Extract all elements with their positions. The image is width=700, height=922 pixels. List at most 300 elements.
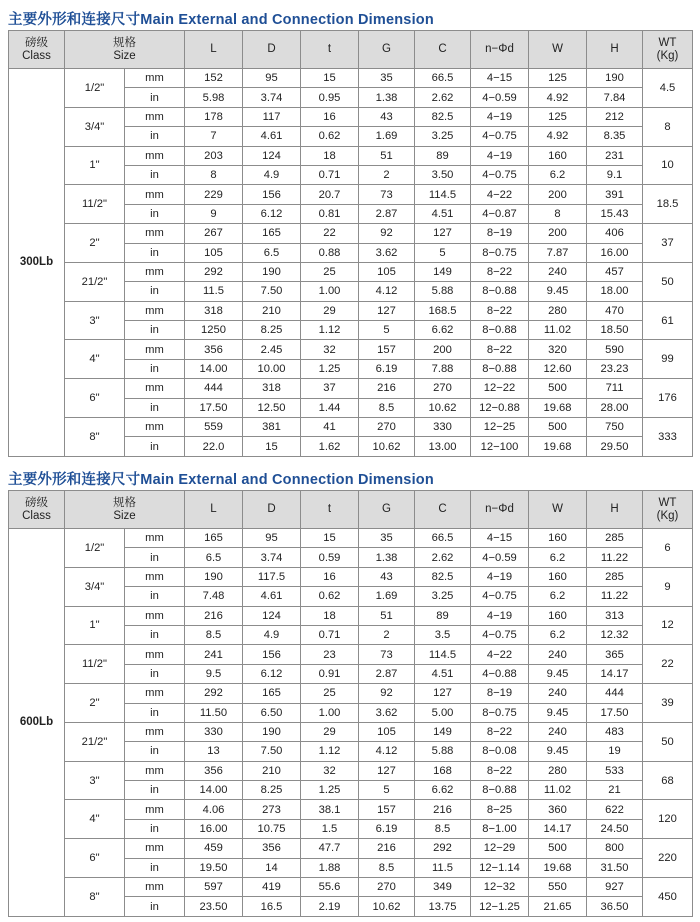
value-cell: 0.71 [301,625,359,644]
dimension-table-600lb [8,490,693,917]
value-cell: 457 [587,262,643,281]
header-class [9,491,65,529]
size-cell: 3/4" [65,567,125,606]
table-row [9,606,693,625]
weight-cell: 4.5 [643,69,693,108]
unit-cell: in [125,819,185,838]
table-body [9,529,693,917]
header-wt-label: WT [658,496,677,509]
value-cell: 156 [243,185,301,204]
value-cell: 124 [243,606,301,625]
unit-cell: mm [125,606,185,625]
value-cell: 4.12 [359,282,415,301]
value-cell: 5 [359,321,415,340]
value-cell: 21 [587,781,643,800]
unit-cell: in [125,398,185,417]
value-cell: 6.2 [529,548,587,567]
value-cell: 365 [587,645,643,664]
value-cell: 190 [243,722,301,741]
value-cell: 267 [185,224,243,243]
unit-cell: mm [125,185,185,204]
value-cell: 19 [587,742,643,761]
unit-cell: in [125,781,185,800]
unit-cell: in [125,282,185,301]
value-cell: 216 [359,379,415,398]
value-cell: 330 [185,722,243,741]
value-cell: 459 [185,839,243,858]
value-cell: 29 [301,722,359,741]
value-cell: 356 [185,340,243,359]
value-cell: 6.12 [243,204,301,223]
unit-cell: mm [125,262,185,281]
table-row [9,146,693,165]
header-class-cn: 磅级 [25,36,48,49]
value-cell: 160 [529,529,587,548]
value-cell: 55.6 [301,878,359,897]
value-cell: 2.45 [243,340,301,359]
value-cell: 25 [301,684,359,703]
value-cell: 82.5 [415,567,471,586]
size-cell: 21/2" [65,262,125,301]
weight-cell: 50 [643,262,693,301]
weight-cell: 120 [643,800,693,839]
value-cell: 5 [415,243,471,262]
size-cell: 6" [65,379,125,418]
value-cell: 10.00 [243,359,301,378]
value-cell: 10.62 [415,398,471,417]
unit-cell: mm [125,878,185,897]
value-cell: 12−0.88 [471,398,529,417]
value-cell: 3.25 [415,127,471,146]
value-cell: 7.48 [185,587,243,606]
header-w: W [529,31,587,69]
value-cell: 1.00 [301,703,359,722]
header-size-en: Size [113,49,136,62]
value-cell: 240 [529,645,587,664]
unit-cell: in [125,742,185,761]
value-cell: 8−0.75 [471,243,529,262]
unit-cell: in [125,127,185,146]
table-row [9,567,693,586]
size-cell: 3/4" [65,107,125,146]
unit-cell: mm [125,224,185,243]
value-cell: 12−25 [471,418,529,437]
value-cell: 8−0.88 [471,321,529,340]
unit-cell: in [125,243,185,262]
value-cell: 23 [301,645,359,664]
value-cell: 73 [359,645,415,664]
value-cell: 240 [529,722,587,741]
header-row [9,491,693,529]
value-cell: 7.50 [243,282,301,301]
header-d: D [243,31,301,69]
value-cell: 51 [359,606,415,625]
value-cell: 11.50 [185,703,243,722]
value-cell: 6.19 [359,819,415,838]
value-cell: 3.5 [415,625,471,644]
value-cell: 292 [185,684,243,703]
unit-cell: mm [125,529,185,548]
value-cell: 4−19 [471,606,529,625]
value-cell: 419 [243,878,301,897]
value-cell: 127 [415,224,471,243]
value-cell: 590 [587,340,643,359]
value-cell: 15 [243,437,301,456]
value-cell: 8−22 [471,340,529,359]
value-cell: 3.25 [415,587,471,606]
value-cell: 19.68 [529,437,587,456]
header-class [9,31,65,69]
value-cell: 292 [185,262,243,281]
value-cell: 1.00 [301,282,359,301]
value-cell: 270 [415,379,471,398]
value-cell: 0.81 [301,204,359,223]
value-cell: 7.87 [529,243,587,262]
value-cell: 156 [243,645,301,664]
value-cell: 8−0.08 [471,742,529,761]
value-cell: 1.5 [301,819,359,838]
header-g: G [359,491,415,529]
value-cell: 927 [587,878,643,897]
weight-cell: 333 [643,418,693,457]
size-cell: 4" [65,800,125,839]
value-cell: 11.5 [415,858,471,877]
value-cell: 6.5 [243,243,301,262]
value-cell: 95 [243,69,301,88]
value-cell: 23.50 [185,897,243,916]
size-cell: 2" [65,684,125,723]
value-cell: 1.25 [301,359,359,378]
value-cell: 37 [301,379,359,398]
value-cell: 16.00 [185,819,243,838]
value-cell: 8−22 [471,262,529,281]
value-cell: 280 [529,301,587,320]
value-cell: 19.68 [529,858,587,877]
header-h: H [587,491,643,529]
value-cell: 18 [301,146,359,165]
class-label: 300Lb [9,69,65,457]
value-cell: 8−19 [471,224,529,243]
value-cell: 1.38 [359,548,415,567]
value-cell: 92 [359,684,415,703]
table-row [9,722,693,741]
table-row [9,684,693,703]
size-cell: 3" [65,301,125,340]
value-cell: 95 [243,529,301,548]
value-cell: 4.61 [243,127,301,146]
value-cell: 9.1 [587,165,643,184]
value-cell: 533 [587,761,643,780]
value-cell: 6.62 [415,781,471,800]
value-cell: 3.62 [359,703,415,722]
value-cell: 51 [359,146,415,165]
value-cell: 8.25 [243,321,301,340]
value-cell: 92 [359,224,415,243]
weight-cell: 99 [643,340,693,379]
value-cell: 4−0.75 [471,625,529,644]
value-cell: 4−0.88 [471,664,529,683]
value-cell: 1.88 [301,858,359,877]
header-c: C [415,31,471,69]
table-row [9,418,693,437]
value-cell: 1.12 [301,321,359,340]
value-cell: 2.62 [415,548,471,567]
table-row [9,340,693,359]
value-cell: 280 [529,761,587,780]
value-cell: 7.84 [587,88,643,107]
header-g: G [359,31,415,69]
value-cell: 8−0.88 [471,282,529,301]
value-cell: 8 [185,165,243,184]
table-row [9,800,693,819]
value-cell: 444 [185,379,243,398]
value-cell: 43 [359,107,415,126]
value-cell: 105 [185,243,243,262]
value-cell: 16.5 [243,897,301,916]
value-cell: 597 [185,878,243,897]
value-cell: 4−0.75 [471,127,529,146]
value-cell: 200 [529,185,587,204]
value-cell: 0.71 [301,165,359,184]
value-cell: 127 [415,684,471,703]
value-cell: 313 [587,606,643,625]
size-cell: 21/2" [65,722,125,761]
value-cell: 1.38 [359,88,415,107]
value-cell: 11.22 [587,587,643,606]
value-cell: 444 [587,684,643,703]
value-cell: 82.5 [415,107,471,126]
value-cell: 12−22 [471,379,529,398]
value-cell: 200 [529,224,587,243]
value-cell: 21.65 [529,897,587,916]
value-cell: 149 [415,262,471,281]
value-cell: 1250 [185,321,243,340]
unit-cell: in [125,858,185,877]
value-cell: 6.12 [243,664,301,683]
value-cell: 5.00 [415,703,471,722]
header-class-en: Class [22,49,51,62]
value-cell: 8−22 [471,301,529,320]
value-cell: 18 [301,606,359,625]
value-cell: 117.5 [243,567,301,586]
table-row [9,224,693,243]
value-cell: 6.2 [529,587,587,606]
table-row [9,645,693,664]
unit-cell: mm [125,761,185,780]
header-d: D [243,491,301,529]
value-cell: 152 [185,69,243,88]
table-title-300lb: 主要外形和连接尺寸Main External and Connection Dimension [8,12,434,28]
weight-cell: 22 [643,645,693,684]
value-cell: 16 [301,567,359,586]
size-cell: 1" [65,606,125,645]
value-cell: 12−100 [471,437,529,456]
value-cell: 285 [587,529,643,548]
weight-cell: 10 [643,146,693,185]
value-cell: 8.25 [243,781,301,800]
value-cell: 4.51 [415,204,471,223]
value-cell: 800 [587,839,643,858]
value-cell: 240 [529,262,587,281]
table-body [9,69,693,457]
size-cell: 8" [65,878,125,917]
value-cell: 4.12 [359,742,415,761]
value-cell: 2 [359,625,415,644]
value-cell: 2.62 [415,88,471,107]
weight-cell: 68 [643,761,693,800]
value-cell: 216 [185,606,243,625]
header-class-en: Class [22,509,51,522]
value-cell: 0.95 [301,88,359,107]
value-cell: 7.88 [415,359,471,378]
value-cell: 7.50 [243,742,301,761]
value-cell: 9.45 [529,664,587,683]
value-cell: 349 [415,878,471,897]
value-cell: 285 [587,567,643,586]
value-cell: 14.00 [185,781,243,800]
value-cell: 1.12 [301,742,359,761]
value-cell: 356 [185,761,243,780]
unit-cell: in [125,664,185,683]
unit-cell: in [125,359,185,378]
value-cell: 483 [587,722,643,741]
value-cell: 18.00 [587,282,643,301]
value-cell: 1.62 [301,437,359,456]
header-wt-unit: (Kg) [656,49,679,62]
value-cell: 750 [587,418,643,437]
value-cell: 0.88 [301,243,359,262]
value-cell: 320 [529,340,587,359]
value-cell: 4.92 [529,88,587,107]
unit-cell: mm [125,301,185,320]
weight-cell: 220 [643,839,693,878]
value-cell: 168.5 [415,301,471,320]
value-cell: 500 [529,839,587,858]
weight-cell: 9 [643,567,693,606]
value-cell: 229 [185,185,243,204]
value-cell: 4−22 [471,645,529,664]
value-cell: 240 [529,684,587,703]
value-cell: 149 [415,722,471,741]
value-cell: 391 [587,185,643,204]
header-class-cn: 磅级 [25,496,48,509]
unit-cell: mm [125,107,185,126]
value-cell: 8−0.88 [471,781,529,800]
unit-cell: mm [125,340,185,359]
value-cell: 9.5 [185,664,243,683]
header-size-en: Size [113,509,136,522]
size-cell: 6" [65,839,125,878]
value-cell: 270 [359,878,415,897]
header-size-cn: 规格 [113,496,136,509]
value-cell: 114.5 [415,185,471,204]
value-cell: 216 [415,800,471,819]
unit-cell: mm [125,645,185,664]
value-cell: 0.59 [301,548,359,567]
value-cell: 15 [301,529,359,548]
value-cell: 12.60 [529,359,587,378]
value-cell: 3.74 [243,88,301,107]
weight-cell: 12 [643,606,693,645]
value-cell: 2 [359,165,415,184]
value-cell: 4−19 [471,146,529,165]
value-cell: 160 [529,606,587,625]
value-cell: 4−15 [471,69,529,88]
value-cell: 270 [359,418,415,437]
value-cell: 127 [359,761,415,780]
value-cell: 212 [587,107,643,126]
size-cell: 11/2" [65,645,125,684]
value-cell: 22.0 [185,437,243,456]
value-cell: 66.5 [415,529,471,548]
value-cell: 5.88 [415,742,471,761]
header-t: t [301,491,359,529]
table-row [9,185,693,204]
unit-cell: mm [125,418,185,437]
value-cell: 6.2 [529,625,587,644]
value-cell: 4.9 [243,625,301,644]
value-cell: 190 [185,567,243,586]
value-cell: 165 [243,224,301,243]
header-l: L [185,491,243,529]
value-cell: 9.45 [529,703,587,722]
value-cell: 2.87 [359,204,415,223]
value-cell: 4−0.59 [471,548,529,567]
table-row [9,69,693,88]
value-cell: 29.50 [587,437,643,456]
value-cell: 1.69 [359,127,415,146]
value-cell: 105 [359,262,415,281]
value-cell: 6.62 [415,321,471,340]
value-cell: 31.50 [587,858,643,877]
value-cell: 4−19 [471,567,529,586]
value-cell: 11.02 [529,321,587,340]
value-cell: 330 [415,418,471,437]
value-cell: 15 [301,69,359,88]
value-cell: 4−22 [471,185,529,204]
value-cell: 125 [529,69,587,88]
value-cell: 12−1.14 [471,858,529,877]
value-cell: 381 [243,418,301,437]
value-cell: 18.50 [587,321,643,340]
value-cell: 292 [415,839,471,858]
value-cell: 12.50 [243,398,301,417]
value-cell: 11.5 [185,282,243,301]
value-cell: 8−25 [471,800,529,819]
value-cell: 124 [243,146,301,165]
value-cell: 178 [185,107,243,126]
value-cell: 4−0.59 [471,88,529,107]
size-cell: 3" [65,761,125,800]
value-cell: 16 [301,107,359,126]
value-cell: 4.92 [529,127,587,146]
table-row [9,262,693,281]
header-w: W [529,491,587,529]
value-cell: 66.5 [415,69,471,88]
unit-cell: in [125,587,185,606]
table-row [9,878,693,897]
value-cell: 210 [243,301,301,320]
value-cell: 9.45 [529,282,587,301]
value-cell: 190 [587,69,643,88]
weight-cell: 61 [643,301,693,340]
value-cell: 200 [415,340,471,359]
value-cell: 2.87 [359,664,415,683]
value-cell: 8.5 [359,858,415,877]
value-cell: 19.68 [529,398,587,417]
value-cell: 8−22 [471,761,529,780]
unit-cell: mm [125,146,185,165]
